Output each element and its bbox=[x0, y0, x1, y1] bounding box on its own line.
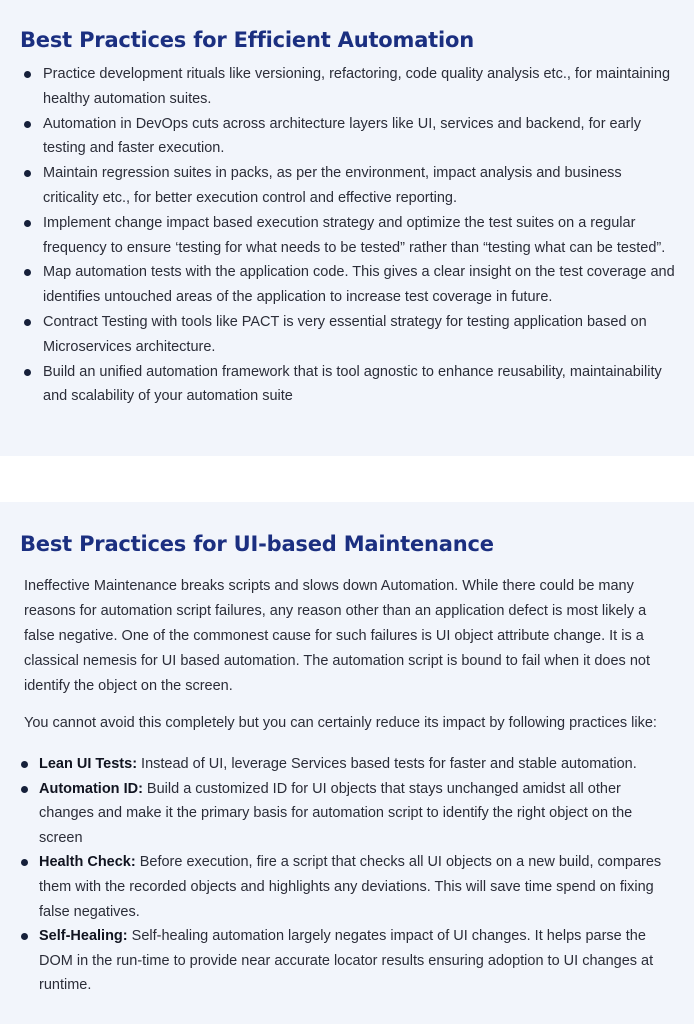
list-item: Map automation tests with the application code. This gives a clear insight on the test coverage and identifies untouched areas of the application to increase test coverage in future. bbox=[20, 260, 678, 310]
practice-description: Build a customized ID for UI objects that stays unchanged amidst all other changes and make it the primary basis for automation script to identify the right object on the screen bbox=[39, 780, 633, 846]
practice-term: Self-Healing: bbox=[39, 928, 128, 945]
list-item bbox=[20, 850, 678, 924]
list-item bbox=[20, 924, 678, 998]
practice-description: Self-healing automation largely negates impact of UI changes. It helps parse the DOM in the run-time to provide near accurate locator results ensuring adoption to UI changes at runtime. bbox=[39, 928, 654, 994]
list-item: Build an unified automation framework that is tool agnostic to enhance reusability, maintainability and scalability of your automation suite bbox=[20, 360, 678, 410]
list-item: Implement change impact based execution strategy and optimize the test suites on a regular frequency to ensure ‘testing for what needs to be tested” rather than “testing what can be tested”. bbox=[20, 211, 678, 261]
lead-paragraph: You cannot avoid this completely but you can certainly reduce its impact by following practices like: bbox=[24, 715, 657, 731]
practice-term: Health Check: bbox=[39, 854, 136, 871]
practice-term: Automation ID: bbox=[39, 780, 143, 797]
practice-description: Instead of UI, leverage Services based tests for faster and stable automation. bbox=[137, 756, 637, 772]
list-item: Practice development rituals like versioning, refactoring, code quality analysis etc., for maintaining healthy automation suites. bbox=[20, 62, 678, 112]
list-item bbox=[20, 777, 678, 851]
maintenance-practices-list bbox=[20, 752, 678, 998]
section-heading: Best Practices for Efficient Automation bbox=[20, 28, 474, 52]
automation-practices-list bbox=[20, 62, 678, 409]
list-item: Contract Testing with tools like PACT is very essential strategy for testing application based on Microservices architecture. bbox=[20, 310, 678, 360]
intro-paragraph: Ineffective Maintenance breaks scripts and slows down Automation. While there could be many reasons for automation script failures, any reason other than an application defect is most likely a false negative. One of the commonest cause for such failures is UI object attribute change. It is a classical nemesis for UI based automation. The automation script is bound to fail when it does not identify the object on the screen. bbox=[24, 578, 650, 694]
list-item: Automation in DevOps cuts across architecture layers like UI, services and backend, for early testing and faster execution. bbox=[20, 112, 678, 162]
practice-term: Lean UI Tests: bbox=[39, 756, 138, 772]
efficient-automation-section bbox=[0, 0, 694, 456]
practice-description: Before execution, fire a script that checks all UI objects on a new build, compares them with the recorded objects and highlights any deviations. This will save time spend on fixing false negatives. bbox=[39, 854, 662, 920]
section-divider bbox=[0, 456, 694, 502]
ui-maintenance-section bbox=[0, 502, 694, 1024]
section-heading: Best Practices for UI-based Maintenance bbox=[20, 532, 494, 556]
list-item: Maintain regression suites in packs, as per the environment, impact analysis and business criticality etc., for better execution control and effective reporting. bbox=[20, 161, 678, 211]
list-item bbox=[20, 752, 678, 777]
